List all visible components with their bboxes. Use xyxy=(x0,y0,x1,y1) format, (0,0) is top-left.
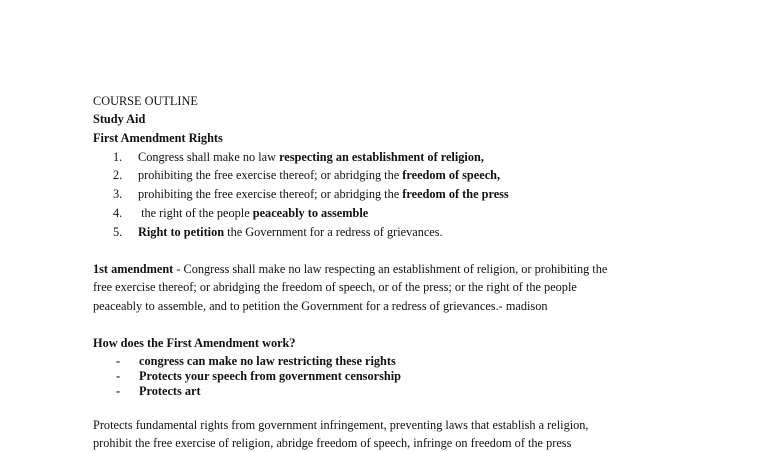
list-item-bold: respecting an establishment of religion, xyxy=(279,150,484,164)
list-item xyxy=(138,223,443,241)
amendment-line: free exercise thereof; or abridging the freedom of speech, or of the press; or the right of the people xyxy=(93,280,577,294)
list-number: 4. xyxy=(113,206,123,220)
how-heading: How does the First Amendment work? xyxy=(93,336,296,350)
list-item-bold: Right to petition xyxy=(138,225,225,239)
list-number: 3. xyxy=(113,187,123,201)
list-item xyxy=(138,166,500,184)
list-item xyxy=(138,148,484,166)
list-number: 5. xyxy=(113,225,123,239)
list-item-text: prohibiting the free exercise thereof; or abridging the xyxy=(138,187,403,201)
list-item-bold: peaceably to assemble xyxy=(252,206,369,220)
list-item-bold: freedom of speech, xyxy=(402,168,501,182)
section-title: First Amendment Rights xyxy=(93,131,223,145)
bullet-item: Protects art xyxy=(139,384,201,398)
closing-line: Protects fundamental rights from government infringement, preventing laws that establish a religion, xyxy=(93,418,589,432)
amendment-text: - Congress shall make no law respecting an establishment of religion, or prohibiting the xyxy=(173,262,608,276)
study-aid-heading: Study Aid xyxy=(93,112,146,126)
amendment-line: peaceably to assemble, and to petition the Government for a redress of grievances.- madison xyxy=(93,299,548,313)
bullet-dash: - xyxy=(116,354,121,368)
list-item xyxy=(138,204,368,222)
list-item-text: Congress shall make no law xyxy=(138,150,280,164)
closing-line: prohibit the free exercise of religion, abridge freedom of speech, infringe on freedom of the press xyxy=(93,436,572,450)
list-item-text: the right of the people xyxy=(138,206,253,220)
list-number: 2. xyxy=(113,168,123,182)
bullet-item: Protects your speech from government censorship xyxy=(139,369,401,383)
bullet-item: congress can make no law restricting these rights xyxy=(139,354,396,368)
list-item xyxy=(138,185,509,203)
course-outline-heading: COURSE OUTLINE xyxy=(93,94,198,108)
list-item-text: prohibiting the free exercise thereof; or abridging the xyxy=(138,168,403,182)
amendment-line xyxy=(93,260,607,278)
bullet-dash: - xyxy=(116,384,121,398)
list-item-text: the Government for a redress of grievances. xyxy=(224,225,443,239)
bullet-dash: - xyxy=(116,369,121,383)
list-item-bold: freedom of the press xyxy=(402,187,509,201)
amendment-label: 1st amendment xyxy=(93,262,174,276)
list-number: 1. xyxy=(113,150,123,164)
